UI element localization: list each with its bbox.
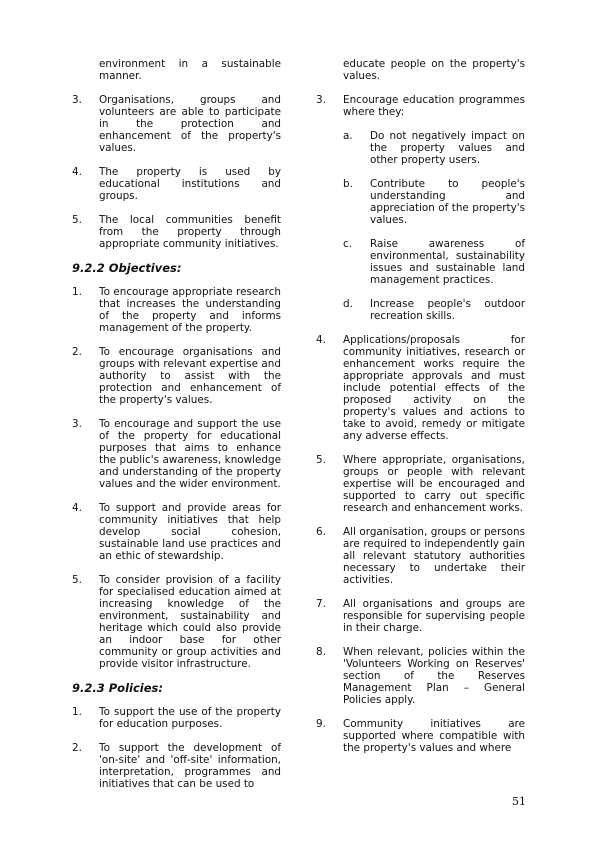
right-column (316, 58, 525, 766)
objective-item (72, 574, 281, 670)
item-number: 7. (316, 598, 326, 610)
item-number: 5. (316, 454, 326, 466)
item-number: 3. (316, 94, 326, 106)
policy-item (72, 742, 281, 790)
sub-item-letter: c. (343, 238, 353, 250)
item-text: Encourage education programmes where they: (343, 94, 525, 118)
item-text: To support the development of 'on-site' and 'off-site' information, interpretation, programmes and initiatives that can be used to (99, 742, 281, 790)
item-number: 5. (72, 574, 82, 586)
sub-item-text: Contribute to people's understanding and appreciation of the property's values. (370, 178, 525, 226)
sub-item-text: Do not negatively impact on the property values and other property users. (370, 130, 525, 166)
item-text: All organisations and groups are responsible for supervising people in their charge. (343, 598, 525, 634)
item-text: To encourage organisations and groups with relevant expertise and authority to assist with the protection and enhancement of the property's values. (99, 346, 281, 406)
item-number: 3. (72, 418, 82, 430)
policy-item (316, 646, 525, 706)
item-number: 4. (316, 334, 326, 346)
objective-item (72, 286, 281, 334)
objectives-heading: 9.2.2 Objectives: (72, 261, 182, 275)
item-number: 2. (72, 742, 82, 754)
sub-item-letter: a. (343, 130, 353, 142)
sub-item (343, 238, 525, 286)
sub-item-letter: b. (343, 178, 353, 190)
policies-heading: 9.2.3 Policies: (72, 681, 163, 695)
item-number: 2. (72, 346, 82, 358)
item-text: Organisations, groups and volunteers are able to participate in the protection and enhancement of the property's values. (99, 94, 281, 154)
item-text: To encourage appropriate research that increases the understanding of the property and informs management of the property. (99, 286, 281, 334)
item-number: 1. (72, 706, 82, 718)
page-number: 51 (512, 795, 526, 808)
item-number: 5. (72, 214, 82, 226)
item-text: The property is used by educational institutions and groups. (99, 166, 281, 202)
item-number: 4. (72, 166, 82, 178)
sub-item (343, 178, 525, 226)
continued-text: educate people on the property's values. (343, 58, 525, 82)
sub-item-text: Raise awareness of environmental, sustainability issues and sustainable land management practices. (370, 238, 525, 286)
item-text: All organisation, groups or persons are required to independently gain all relevant statutory authorities necessary to undertake their activities. (343, 526, 525, 586)
item-text: To consider provision of a facility for specialised education aimed at increasing knowledge of the environment, sustainability and heritage which could also provide an indoor base for other community or group activities and provide visitor infrastructure. (99, 574, 281, 670)
policy-item (316, 454, 525, 514)
item-text: Applications/proposals for community initiatives, research or enhancement works require the appropriate approvals and must include potential effects of the proposed activity on the property's values and actions to take to avoid, remedy or mitigate any adverse effects. (343, 334, 525, 442)
item-number: 3. (72, 94, 82, 106)
policy-item (316, 94, 525, 118)
policy-item (316, 718, 525, 754)
item-number: 4. (72, 502, 82, 514)
item-number: 8. (316, 646, 326, 658)
objective-item (72, 418, 281, 490)
sub-item-text: Increase people's outdoor recreation skills. (370, 298, 525, 322)
list-item (72, 214, 281, 250)
item-text: Where appropriate, organisations, groups or people with relevant expertise will be encouraged and supported to carry out specific research and enhancement works. (343, 454, 525, 514)
policy-item (316, 598, 525, 634)
item-text: To encourage and support the use of the property for educational purposes that aims to enhance the public's awareness, knowledge and understanding of the property values and the wider environment. (99, 418, 281, 490)
item-text: To support and provide areas for community initiatives that help develop social cohesion, sustainable land use practices and an ethic of stewardship. (99, 502, 281, 562)
sub-item (343, 130, 525, 166)
objective-item (72, 346, 281, 406)
sub-item-letter: d. (343, 298, 353, 310)
policy-item (72, 706, 281, 730)
policy-item (316, 526, 525, 586)
item-number: 9. (316, 718, 326, 730)
continued-text: environment in a sustainable manner. (99, 58, 281, 82)
list-item (72, 94, 281, 154)
policy-item (316, 334, 525, 442)
left-column (72, 58, 281, 802)
item-text: Community initiatives are supported where compatible with the property's values and where (343, 718, 525, 754)
item-text: To support the use of the property for education purposes. (99, 706, 281, 730)
sub-item (343, 298, 525, 322)
item-text: The local communities benefit from the property through appropriate community initiatives. (99, 214, 281, 250)
item-text: When relevant, policies within the 'Volunteers Working on Reserves' section of the Reserves Management Plan – General Policies apply. (343, 646, 525, 706)
item-number: 6. (316, 526, 326, 538)
list-item (72, 166, 281, 202)
item-number: 1. (72, 286, 82, 298)
objective-item (72, 502, 281, 562)
